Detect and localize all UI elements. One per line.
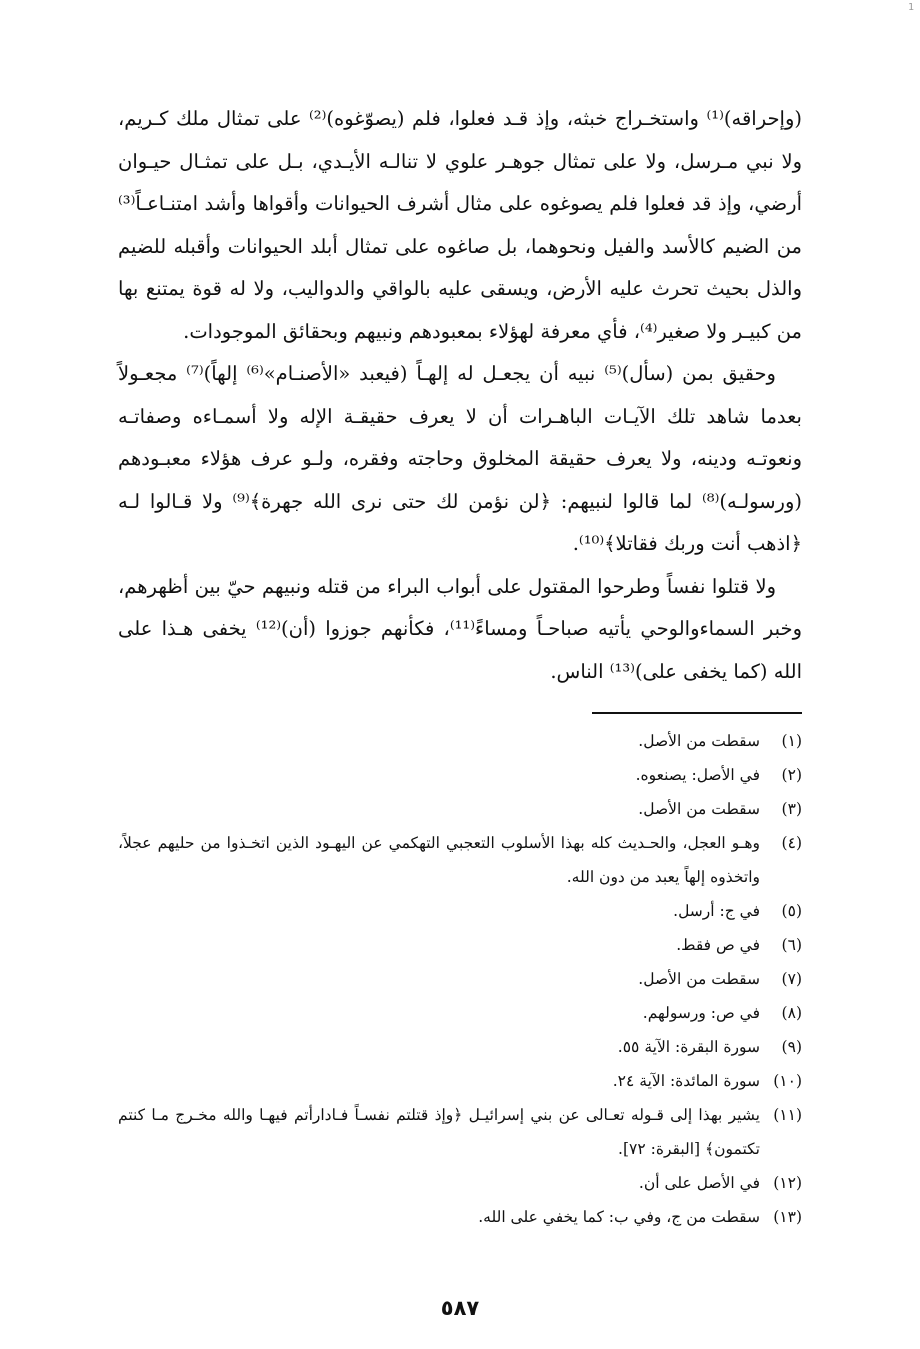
paragraph-2: وحقيق بمن (سأل)⁽⁵⁾ نبيه أن يجعـل له إلهـاً (فيعبد «الأصنـام»⁽⁶⁾ إلهاً)⁽⁷⁾ مجعـولاً بعدما شاهد تلك الآيـات الباهـرات أن لا يعرف حقيقـة الإله ولا أسمـاءه وصفاتـه ونعوتـه ودينه، ولا يعرف حقيقة المخلوق وحاجته وفقره، ولـو عرف هؤلاء معبـودهم (ورسولـه)⁽⁸⁾ لما قالوا لنبيهم: ﴿لن نؤمن لك حتى نرى الله جهرة﴾⁽⁹⁾ ولا قـالوا لـه ﴿اذهب أنت وربك فقاتلا﴾⁽¹⁰⁾.: [118, 362, 802, 555]
footnote-text: وهـو العجل، والحـديث كله بهذا الأسلوب التعجبي التهكمي عن اليهـود الذين اتخـذوا من حليهم عجلاً، واتخذوه إلهاً يعبد من دون الله.: [118, 834, 760, 886]
footnote-number: (١٢): [773, 1174, 802, 1192]
footnote-text: سورة المائدة: الآية ٢٤.: [612, 1072, 760, 1090]
footnote-number: (١): [781, 732, 802, 750]
footnote-text: سقطت من الأصل.: [638, 732, 760, 750]
footnote-item: [118, 962, 802, 996]
main-text: [118, 98, 802, 693]
footnote-number: (١٣): [773, 1208, 802, 1226]
footnote-number: (٨): [781, 1004, 802, 1022]
footnote-number: (٢): [781, 766, 802, 784]
footnote-item: [118, 758, 802, 792]
footnote-number: (٣): [781, 800, 802, 818]
footnote-number: (٤): [781, 834, 802, 852]
footnote-number: (٥): [781, 902, 802, 920]
footnote-text: في الأصل: يصنعوه.: [635, 766, 760, 784]
corner-mark: 1: [907, 2, 914, 13]
footnote-item: [118, 1200, 802, 1234]
footnote-item: [118, 1030, 802, 1064]
footnote-number: (٩): [781, 1038, 802, 1056]
footnote-number: (١٠): [773, 1072, 802, 1090]
footnote-item: [118, 792, 802, 826]
footnote-text: في ص: ورسولهم.: [642, 1004, 760, 1022]
footnote-item: [118, 894, 802, 928]
footnote-item: [118, 996, 802, 1030]
page-number: ٥٨٧: [440, 1296, 480, 1320]
footnote-text: في الأصل على أن.: [638, 1174, 760, 1192]
footnote-item: [118, 928, 802, 962]
paragraph-3: ولا قتلوا نفساً وطرحوا المقتول على أبواب البراء من قتله ونبيهم حيّ بين أظهرهم، وخبر السماءوالوحي يأتيه صباحـاً ومساءً⁽¹¹⁾، فكأنهم جوزوا (أن)⁽¹²⁾ يخفى هـذا على الله (كما يخفى على)⁽¹³⁾ الناس.: [118, 574, 802, 683]
footnote-number: (٧): [781, 970, 802, 988]
footnote-number: (١١): [773, 1106, 802, 1124]
footnote-divider: [592, 712, 802, 714]
footnote-text: سورة البقرة: الآية ٥٥.: [617, 1038, 760, 1056]
footnote-item: [118, 1166, 802, 1200]
footnote-text: سقطت من ج، وفي ب: كما يخفي على الله.: [478, 1208, 760, 1226]
footnote-item: [118, 826, 802, 894]
footnote-item: [118, 1098, 802, 1166]
footnote-text: في ج: أرسل.: [673, 902, 760, 920]
footnote-number: (٦): [781, 936, 802, 954]
footnote-text: سقطت من الأصل.: [638, 800, 760, 818]
footnote-text: في ص فقط.: [676, 936, 760, 954]
page: [118, 0, 802, 1349]
footnotes: [118, 724, 802, 1234]
footnote-text: سقطت من الأصل.: [638, 970, 760, 988]
paragraph-1: (وإحراقه)⁽¹⁾ واستخـراج خبثه، وإذ قـد فعلوا، فلم (يصوّغوه)⁽²⁾ على تمثال ملك كـريم، ولا نبي مـرسل، ولا على تمثال جوهـر علوي لا تنالـه الأيـدي، بـل على تمثـال حيـوان أرضي، وإذ قد فعلوا فلم يصوغوه على مثال أشرف الحيوانات وأقواها وأشد امتنـاعـاً⁽³⁾ من الضيم كالأسد والفيل ونحوهما، بل صاغوه على تمثال أبلد الحيوانات وأقبله للضيم والذل بحيث تحرث عليه الأرض، ويسقى عليه بالواقي والدواليب، ولا له قوة يمتنع بها من كبيـر ولا صغير⁽⁴⁾، فأي معرفة لهؤلاء بمعبودهم ونبيهم وبحقائق الموجودات.: [118, 107, 802, 343]
footnote-text: يشير بهذا إلى قـوله تعـالى عن بني إسرائيـل ﴿وإذ قتلتم نفسـاً فـادارأتم فيهـا والله مخـرج مـا كنتم تكتمون﴾ [البقرة: ٧٢].: [118, 1106, 760, 1158]
footnote-item: [118, 724, 802, 758]
footnote-item: [118, 1064, 802, 1098]
